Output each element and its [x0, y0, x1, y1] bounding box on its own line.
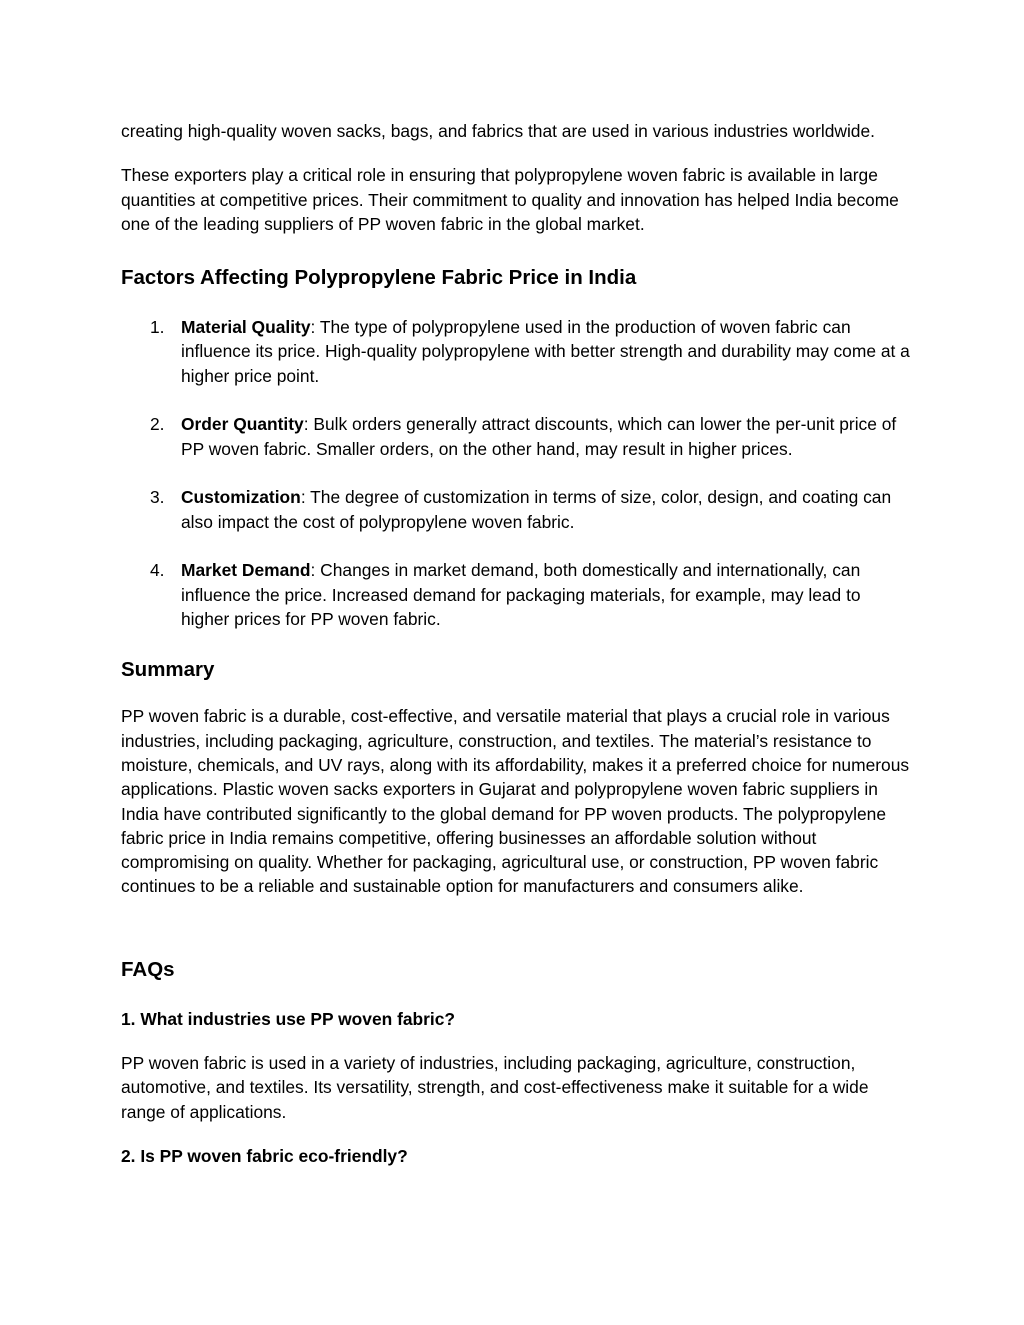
list-item: [121, 412, 911, 461]
summary-paragraph: PP woven fabric is a durable, cost-effective, and versatile material that plays a crucial role in various industries, including packaging, agriculture, construction, and textiles. The material’s resistance to moisture, chemicals, and UV rays, along with its affordability, makes it a preferred choice for numerous applications. Plastic woven sacks exporters in Gujarat and polypropylene woven fabric suppliers in India have contributed significantly to the global demand for PP woven products. The polypropylene fabric price in India remains competitive, offering businesses an affordable solution without compromising on quality. Whether for packaging, agricultural use, or construction, PP woven fabric continues to be a reliable and sustainable option for manufacturers and consumers alike.: [121, 706, 910, 897]
list-item-term: Order Quantity: [181, 414, 304, 435]
list-item-term: Market Demand: [181, 560, 311, 581]
faqs-heading: FAQs: [121, 957, 175, 981]
list-item-number: 1.: [150, 317, 165, 338]
list-item-text: : Changes in market demand, both domestically and internationally, can influence the price. Increased demand for packaging materials, for example, may lead to higher prices for PP woven fabric.: [181, 560, 861, 630]
list-item-number: 2.: [150, 414, 165, 435]
factors-heading: Factors Affecting Polypropylene Fabric Price in India: [121, 266, 637, 290]
faq-question: 2. Is PP woven fabric eco-friendly?: [121, 1145, 408, 1166]
document-page: [121, 119, 911, 1188]
list-item-number: 4.: [150, 560, 165, 581]
list-item: [121, 315, 911, 388]
faq-answer: PP woven fabric is used in a variety of industries, including packaging, agriculture, construction, automotive, and textiles. Its versatility, strength, and cost-effectiveness make it suitable for a wide range of applications.: [121, 1053, 869, 1122]
summary-heading: Summary: [121, 658, 215, 682]
list-item-term: Material Quality: [181, 317, 311, 338]
list-item-text: : The type of polypropylene used in the production of woven fabric can influence its price. High-quality polypropylene with better strength and durability may come at a higher price point.: [181, 317, 910, 386]
faq-question: 1. What industries use PP woven fabric?: [121, 1008, 456, 1029]
list-item: [121, 558, 911, 631]
list-item-term: Customization: [181, 487, 301, 508]
factors-list: [121, 315, 911, 631]
list-item-number: 3.: [150, 487, 165, 508]
list-item-text: : Bulk orders generally attract discounts, which can lower the per-unit price of PP woven fabric. Smaller orders, on the other hand, may result in higher prices.: [181, 414, 897, 459]
intro-continuation: creating high-quality woven sacks, bags, and fabrics that are used in various industries worldwide.: [121, 121, 875, 141]
list-item-text: : The degree of customization in terms of size, color, design, and coating can also impact the cost of polypropylene woven fabric.: [181, 487, 892, 532]
exporters-paragraph: These exporters play a critical role in ensuring that polypropylene woven fabric is available in large quantities at competitive prices. Their commitment to quality and innovation has helped India become one of the leading suppliers of PP woven fabric in the global market.: [121, 165, 899, 234]
list-item: [121, 485, 911, 534]
